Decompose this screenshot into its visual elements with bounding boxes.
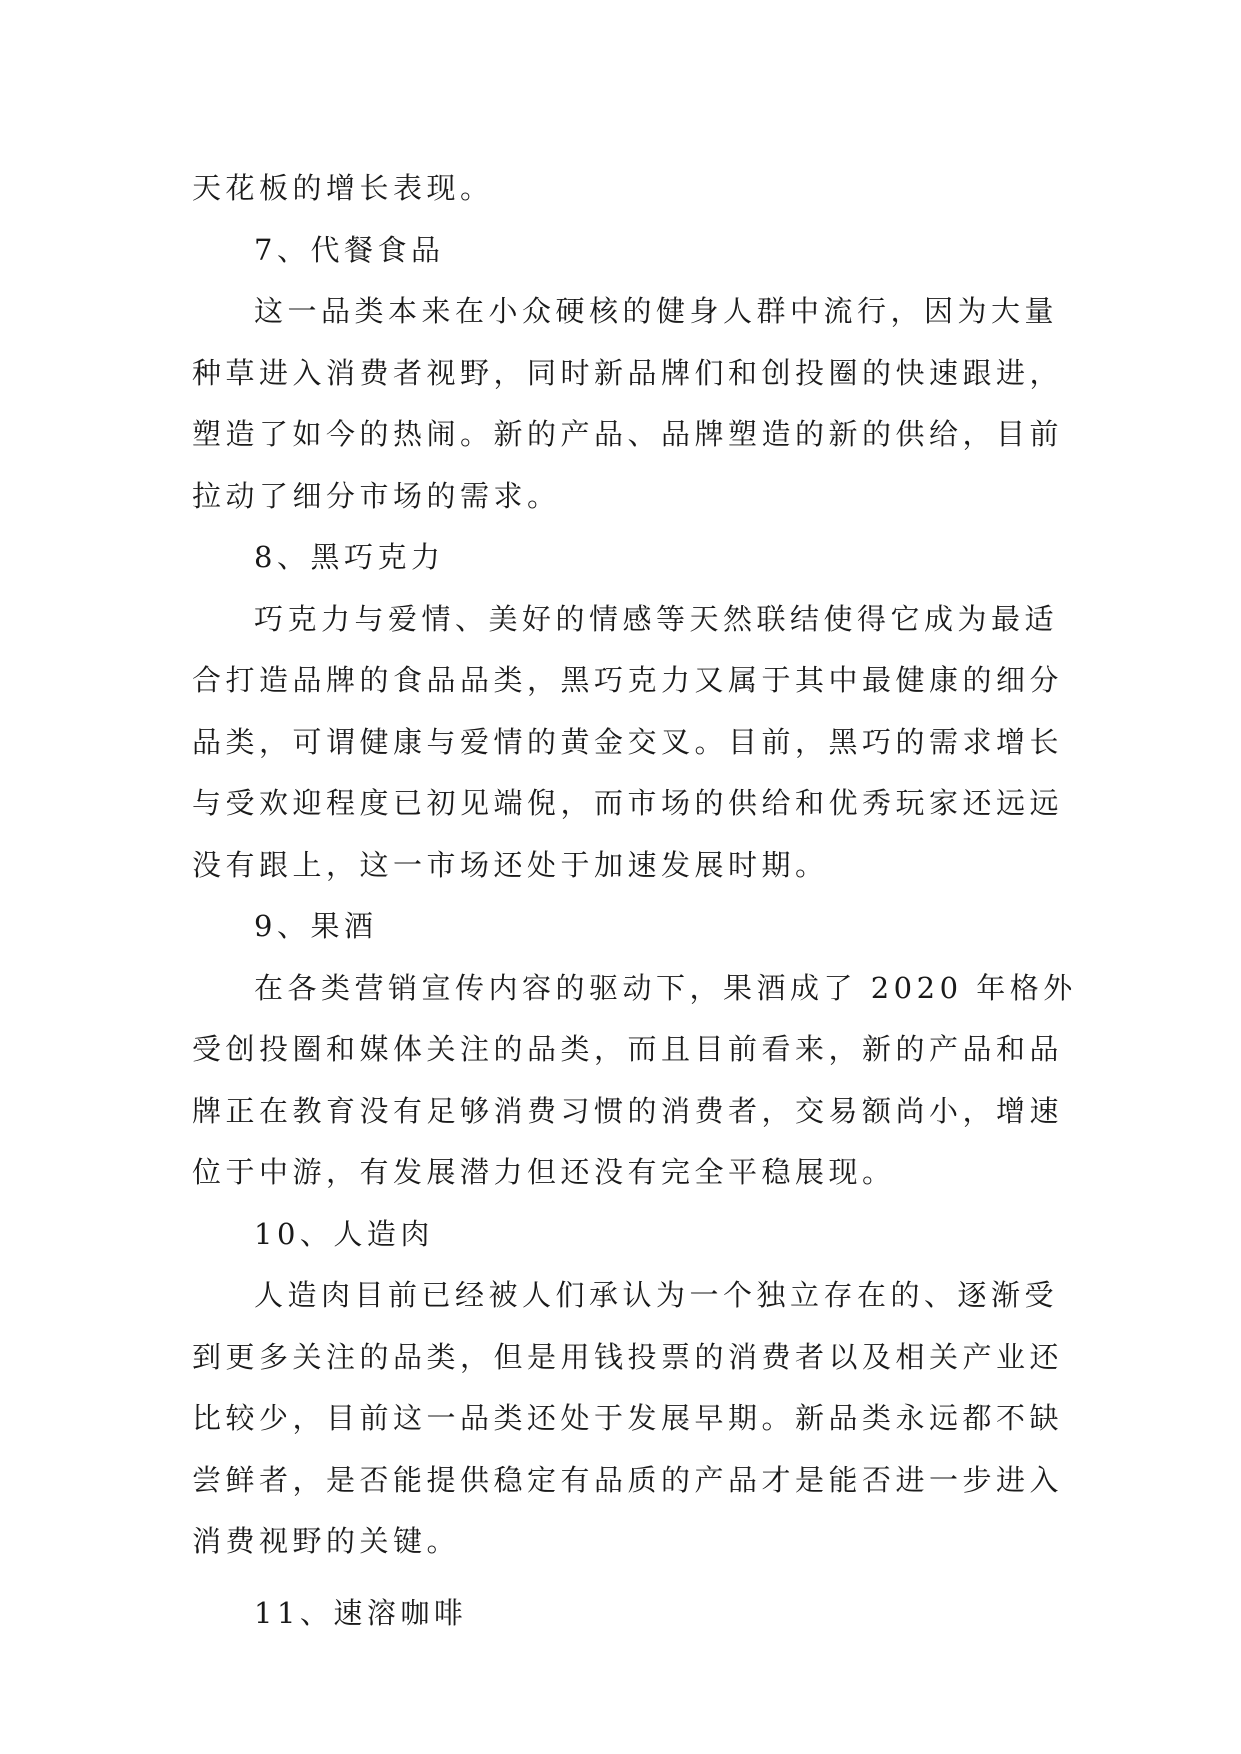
paragraph-line: 位于中游，有发展潜力但还没有完全平稳展现。 <box>192 1155 896 1189</box>
section-heading: 8、黑巧克力 <box>254 540 445 574</box>
paragraph-line: 消费视野的关键。 <box>192 1524 461 1558</box>
paragraph-line: 到更多关注的品类，但是用钱投票的消费者以及相关产业还 <box>192 1339 1064 1374</box>
paragraph-line: 拉动了细分市场的需求。 <box>192 478 561 513</box>
paragraph-line: 人造肉目前已经被人们承认为一个独立存在的、逐渐受 <box>254 1278 1059 1312</box>
paragraph-line: 在各类营销宣传内容的驱动下，果酒成了 2020 年格外 <box>254 970 1077 1005</box>
paragraph-line: 合打造品牌的食品品类，黑巧克力又属于其中最健康的细分 <box>192 663 1064 697</box>
paragraph-line: 没有跟上，这一市场还处于加速发展时期。 <box>192 847 829 882</box>
paragraph-line: 尝鲜者，是否能提供稳定有品质的产品才是能否进一步进入 <box>192 1462 1064 1497</box>
paragraph-line: 天花板的增长表现。 <box>192 171 494 205</box>
section-heading: 10、人造肉 <box>254 1216 434 1251</box>
paragraph-line: 塑造了如今的热闹。新的产品、品牌塑造的新的供给，目前 <box>192 417 1064 451</box>
paragraph-line: 与受欢迎程度已初见端倪，而市场的供给和优秀玩家还远远 <box>192 786 1064 820</box>
paragraph-line: 这一品类本来在小众硬核的健身人群中流行，因为大量 <box>254 294 1059 328</box>
paragraph-line: 品类，可谓健康与爱情的黄金交叉。目前，黑巧的需求增长 <box>192 724 1064 759</box>
section-heading: 7、代餐食品 <box>254 232 445 267</box>
section-heading: 11、速溶咖啡 <box>254 1595 468 1630</box>
paragraph-line: 巧克力与爱情、美好的情感等天然联结使得它成为最适 <box>254 601 1059 636</box>
paragraph-line: 种草进入消费者视野，同时新品牌们和创投圈的快速跟进， <box>192 355 1064 390</box>
paragraph-line: 受创投圈和媒体关注的品类，而且目前看来，新的产品和品 <box>192 1032 1064 1066</box>
document-body <box>192 158 1077 1644</box>
section-heading: 9、果酒 <box>254 909 378 943</box>
paragraph-line: 牌正在教育没有足够消费习惯的消费者，交易额尚小，增速 <box>192 1093 1064 1128</box>
paragraph-line: 比较少，目前这一品类还处于发展早期。新品类永远都不缺 <box>192 1401 1064 1435</box>
